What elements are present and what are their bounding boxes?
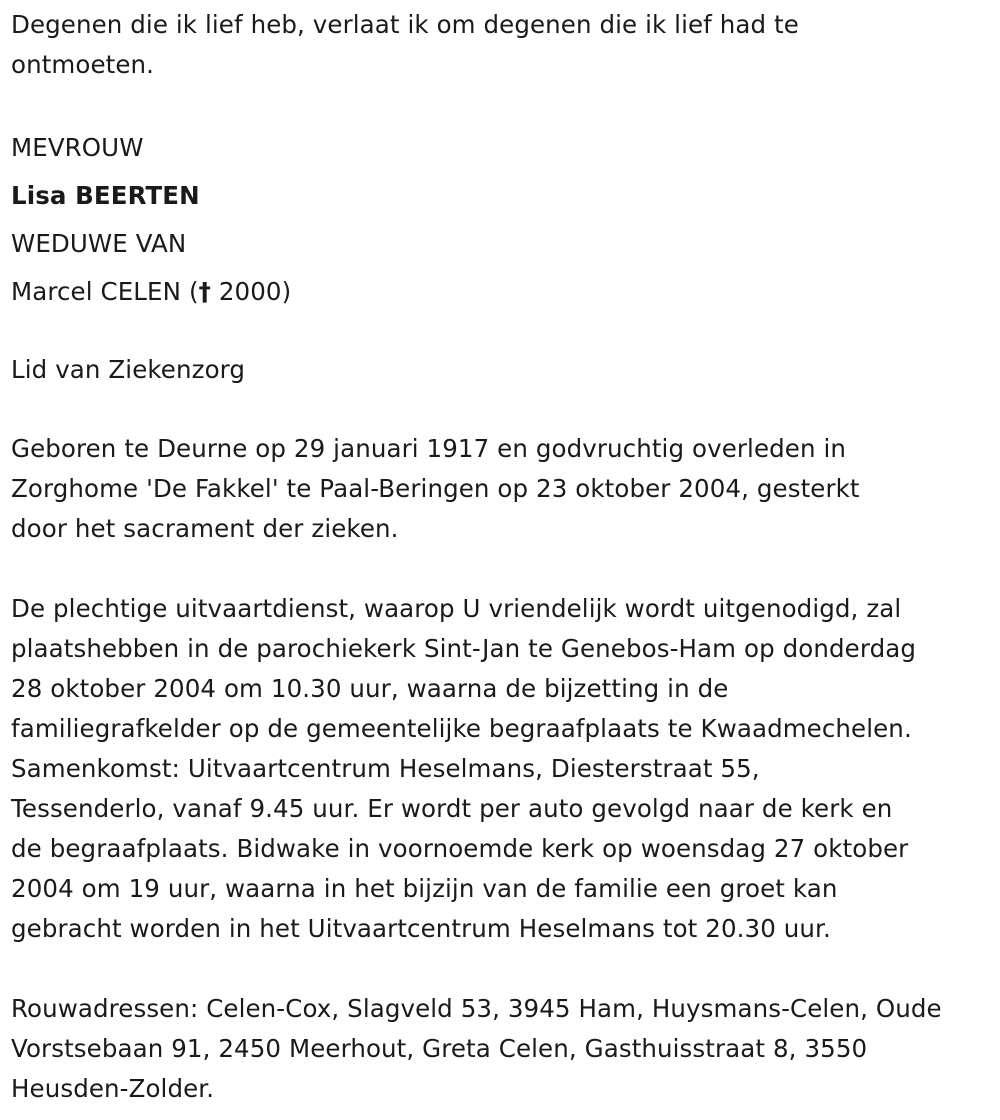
funeral-line: gebracht worden in het Uitvaartcentrum Heselmans tot 20.30 uur. [11, 914, 831, 943]
birth-death-line: Zorghome 'De Fakkel' te Paal-Beringen op 23 oktober 2004, gesterkt [11, 474, 860, 503]
funeral-line: 28 oktober 2004 om 10.30 uur, waarna de bijzetting in de [11, 674, 729, 703]
relation-label: WEDUWE VAN [11, 229, 187, 258]
spouse-death-year: 2000) [210, 277, 292, 306]
funeral-line: 2004 om 19 uur, waarna in het bijzijn van de familie een groet kan [11, 874, 838, 903]
funeral-paragraph [11, 589, 916, 949]
addresses-line: Heusden-Zolder. [11, 1074, 215, 1103]
deceased-name: Lisa BEERTEN [11, 181, 200, 210]
funeral-line: plaatshebben in de parochiekerk Sint-Jan te Genebos-Ham op donderdag [11, 634, 916, 663]
addresses-line: Vorstsebaan 91, 2450 Meerhout, Greta Celen, Gasthuisstraat 8, 3550 [11, 1034, 868, 1063]
honorific-title: MEVROUW [11, 133, 144, 162]
name-block [11, 124, 291, 316]
membership-text: Lid van Ziekenzorg [11, 355, 246, 384]
spouse-line [11, 268, 291, 316]
dagger-icon: † [198, 277, 211, 306]
birth-death-line: Geboren te Deurne op 29 januari 1917 en godvruchtig overleden in [11, 434, 846, 463]
funeral-line: familiegrafkelder op de gemeentelijke begraafplaats te Kwaadmechelen. [11, 714, 912, 743]
funeral-line: Samenkomst: Uitvaartcentrum Heselmans, Diesterstraat 55, [11, 754, 760, 783]
birth-death-line: door het sacrament der zieken. [11, 514, 399, 543]
addresses-line: Rouwadressen: Celen-Cox, Slagveld 53, 3945 Ham, Huysmans-Celen, Oude [11, 994, 942, 1023]
funeral-line: Tessenderlo, vanaf 9.45 uur. Er wordt per auto gevolgd naar de kerk en [11, 794, 893, 823]
motto-line: Degenen die ik lief heb, verlaat ik om degenen die ik lief had te [11, 10, 799, 39]
spouse-name: Marcel CELEN ( [11, 277, 199, 306]
membership-paragraph [11, 350, 245, 390]
motto-paragraph [11, 5, 799, 85]
birth-death-paragraph [11, 429, 860, 549]
addresses-paragraph [11, 989, 942, 1109]
motto-line: ontmoeten. [11, 50, 155, 79]
funeral-line: De plechtige uitvaartdienst, waarop U vriendelijk wordt uitgenodigd, zal [11, 594, 902, 623]
funeral-line: de begraafplaats. Bidwake in voornoemde kerk op woensdag 27 oktober [11, 834, 909, 863]
